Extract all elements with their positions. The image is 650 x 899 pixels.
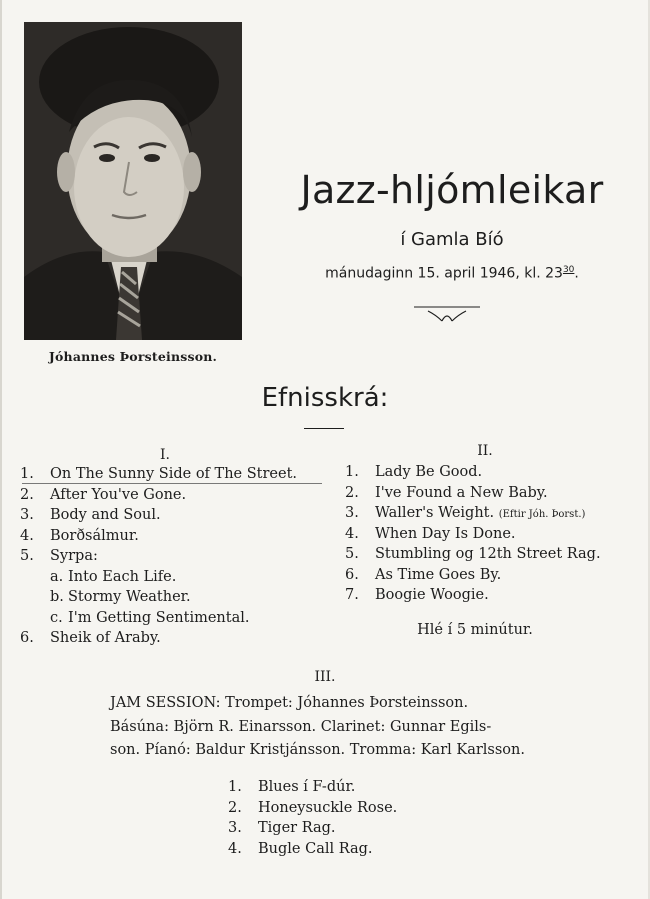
list-item: 1. Lady Be Good. xyxy=(345,464,483,480)
list-item: 6. As Time Goes By. xyxy=(345,566,502,583)
list-item: 2. I've Found a New Baby. xyxy=(345,484,548,501)
list-item: 2. After You've Gone. xyxy=(20,486,187,503)
list-item: 1. On The Sunny Side of The Street. xyxy=(20,466,298,482)
list-item: 2. Honeysuckle Rose. xyxy=(228,799,398,816)
jam-line: JAM SESSION: Trompet: Jóhannes Þorsteinsson. xyxy=(110,695,469,711)
date-main: mánudaginn 15. april 1946, kl. 23 xyxy=(325,265,563,282)
list-item: 4. When Day Is Done. xyxy=(345,525,516,542)
section-three-list xyxy=(228,777,397,859)
jam-line: son. Píanó: Baldur Kristjánsson. Tromma: Karl Karlsson. xyxy=(110,742,525,758)
list-item: 4. Borðsálmur. xyxy=(20,527,139,544)
jam-session-lineup xyxy=(110,692,540,763)
list-subitem: a. Into Each Life. xyxy=(50,568,177,585)
date-text: mánudaginn 15. april 1946, kl. $23^{30}$. xyxy=(325,265,579,282)
list-item: 5. Syrpa: xyxy=(20,548,98,564)
list-item: 4. Bugle Call Rag. xyxy=(228,840,373,857)
portrait-photo xyxy=(24,22,242,340)
list-item: 1. Blues í F-dúr. xyxy=(228,779,356,795)
date-minutes: 30 xyxy=(562,265,575,275)
section-two-list xyxy=(345,462,601,606)
portrait-caption: Jóhannes Þorsteinsson. xyxy=(48,349,218,364)
section-three-heading: III. xyxy=(314,669,336,685)
section-two-heading: II. xyxy=(477,443,493,459)
section-one-list xyxy=(20,464,297,649)
list-item: 5. Stumbling og 12th Street Rag. xyxy=(345,546,601,562)
composer-note: (Eftir Jóh. Þorst.) xyxy=(498,509,586,520)
list-item: 3. Waller's Weight. (Eftir Jóh. Þorst.) xyxy=(345,505,586,521)
intermission-text: Hlé í 5 minútur. xyxy=(417,622,533,638)
list-item: 7. Boogie Woogie. xyxy=(345,587,489,603)
list-item: 3. Body and Soul. xyxy=(20,507,161,523)
jam-line: Básúna: Björn R. Einarsson. Clarinet: Gunnar Egils- xyxy=(110,718,492,735)
list-subitem: b. Stormy Weather. xyxy=(50,589,191,605)
ornament-icon xyxy=(412,303,482,325)
concert-title: Jazz-hljómleikar xyxy=(300,168,604,212)
venue-text: í Gamla Bíó xyxy=(400,229,504,250)
program-title: Efnisskrá: xyxy=(261,383,389,413)
section-one-heading: I. xyxy=(160,447,170,463)
list-subitem: c. I'm Getting Sentimental. xyxy=(50,609,250,626)
list-item: 6. Sheik of Araby. xyxy=(20,630,161,646)
program-title-rule xyxy=(304,428,344,429)
list-item: 3. Tiger Rag. xyxy=(228,820,336,836)
